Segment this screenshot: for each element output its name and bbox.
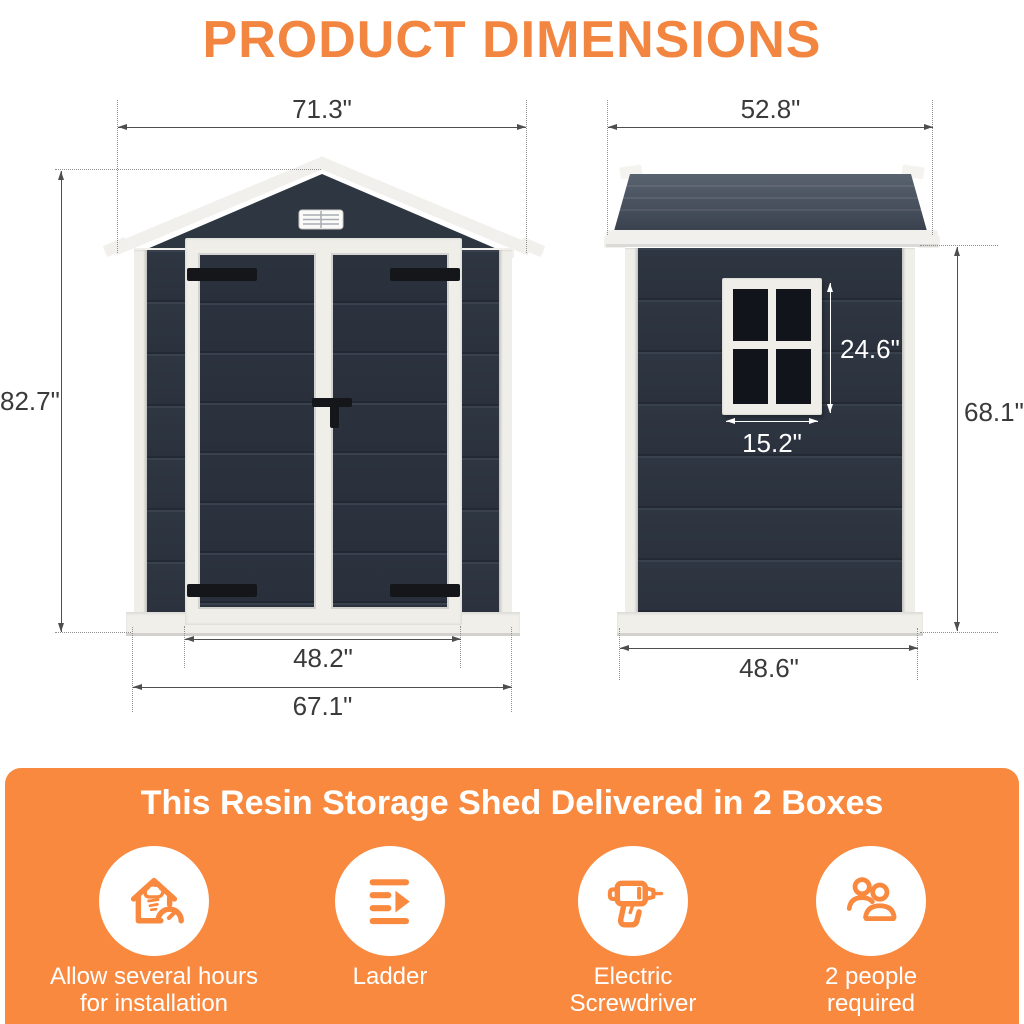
dim-overall-height-front: 82.7" <box>0 386 60 416</box>
extension-line <box>920 632 998 633</box>
door-leaf-right <box>331 253 449 609</box>
door-hinge <box>187 268 257 281</box>
front-left-trim <box>134 250 147 622</box>
feature-label: Ladder <box>352 963 428 990</box>
side-base <box>617 612 923 636</box>
dim-base-depth: 48.6" <box>739 653 799 683</box>
door-hinge <box>390 268 460 281</box>
electric-screwdriver-icon <box>599 867 667 935</box>
dim-window-height: 24.6" <box>840 334 900 364</box>
front-right-trim <box>499 250 512 622</box>
door-hinge <box>390 584 460 597</box>
dim-base-width-front: 67.1" <box>292 691 353 721</box>
feature-electric-screwdriver <box>523 846 743 1017</box>
feature-circle <box>578 846 688 956</box>
dim-line-overall-depth <box>608 127 933 128</box>
feature-label: Allow several hours for installation <box>49 963 259 1017</box>
dim-wall-height: 68.1" <box>964 397 1024 427</box>
dim-line-door-width <box>185 639 461 640</box>
extension-line <box>920 245 998 246</box>
ladder-icon <box>356 867 424 935</box>
side-left-trim <box>625 248 638 622</box>
dim-line-base-width-front <box>133 687 512 688</box>
dim-overall-width-front: 71.3" <box>292 94 352 124</box>
delivery-banner <box>5 768 1019 1024</box>
dim-line-overall-width-front <box>118 127 526 128</box>
dim-door-width: 48.2" <box>293 643 353 673</box>
side-right-trim <box>902 248 915 622</box>
feature-circle <box>99 846 209 956</box>
dim-overall-depth: 52.8" <box>740 94 801 124</box>
feature-installation-time <box>44 846 264 1017</box>
extension-line <box>55 169 321 170</box>
feature-circle <box>816 846 926 956</box>
feature-circle <box>335 846 445 956</box>
installation-time-icon <box>120 867 188 935</box>
page-title: PRODUCT DIMENSIONS <box>202 11 822 69</box>
dim-line-wall-height <box>957 247 958 631</box>
feature-label: 2 people required <box>824 963 918 1017</box>
side-roof <box>598 160 946 255</box>
double-door <box>185 238 462 625</box>
banner-heading: This Resin Storage Shed Delivered in 2 Boxes <box>140 784 884 822</box>
extension-line <box>55 632 131 633</box>
window-muntin <box>733 341 811 349</box>
gable-vent <box>299 210 343 229</box>
two-people-icon <box>837 867 905 935</box>
dim-line-window-width <box>726 421 818 422</box>
door-hinge <box>187 584 257 597</box>
dim-line-overall-height-front <box>61 171 62 632</box>
dim-line-window-height <box>830 283 831 413</box>
dim-line-base-depth <box>620 648 918 649</box>
door-leaf-left <box>198 253 316 609</box>
dim-window-width: 15.2" <box>742 428 802 458</box>
feature-ladder <box>280 846 500 990</box>
side-window <box>722 278 822 415</box>
extension-line <box>526 100 527 253</box>
door-handle <box>330 402 339 428</box>
feature-two-people <box>761 846 981 1017</box>
feature-label: Electric Screwdriver <box>569 963 697 1017</box>
